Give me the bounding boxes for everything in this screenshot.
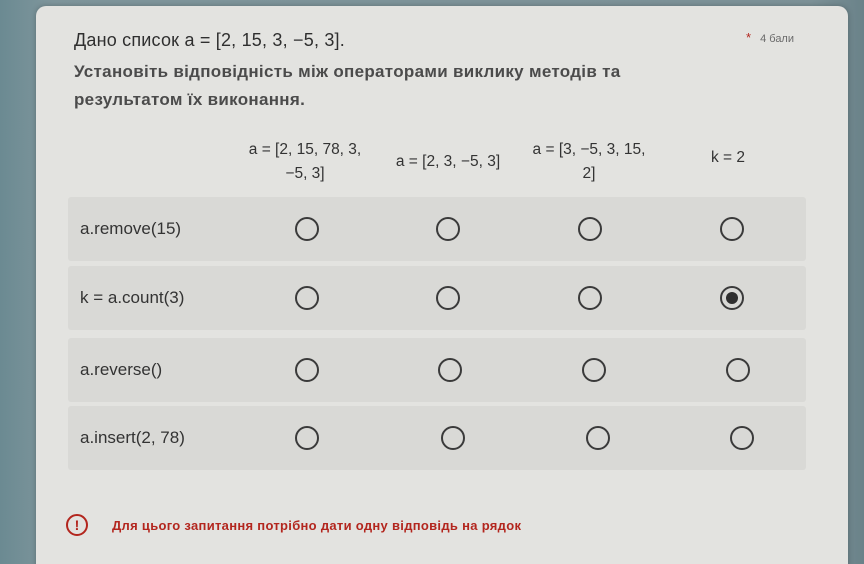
radio-row1-col1[interactable] <box>295 217 319 241</box>
row-label: a.insert(2, 78) <box>80 428 185 447</box>
column-header-1 <box>230 138 380 186</box>
points-indicator <box>746 30 794 45</box>
radio-row3-col4[interactable] <box>726 358 750 382</box>
row-label: k = a.count(3) <box>80 288 185 307</box>
grid-row-reverse <box>68 338 806 402</box>
column-header-4 <box>688 146 768 170</box>
radio-row4-col2[interactable] <box>441 426 465 450</box>
radio-row1-col3[interactable] <box>578 217 602 241</box>
row-label: a.reverse() <box>80 360 163 379</box>
column-header-3-line2: 2] <box>582 165 596 182</box>
radio-row2-col2[interactable] <box>436 286 460 310</box>
points-label: 4 бали <box>760 33 794 45</box>
alert-icon: ! <box>66 514 88 536</box>
radio-row4-col3[interactable] <box>586 426 610 450</box>
radio-row2-col4-selected[interactable] <box>720 286 744 310</box>
radio-row1-col2[interactable] <box>436 217 460 241</box>
question-description: Установіть відповідність між операторами виклику методів та результатом їх виконання. <box>74 62 621 109</box>
row-label: a.remove(15) <box>80 219 182 238</box>
column-header-4-line1: k = 2 <box>710 149 746 166</box>
column-header-1-line1: a = [2, 15, 78, 3, <box>248 141 362 158</box>
radio-row2-col3[interactable] <box>578 286 602 310</box>
radio-row1-col4[interactable] <box>720 217 744 241</box>
grid-row-count <box>68 266 806 330</box>
column-header-3 <box>514 138 664 186</box>
validation-message <box>66 514 521 536</box>
radio-row3-col3[interactable] <box>582 358 606 382</box>
column-header-2 <box>380 150 516 174</box>
validation-text: Для цього запитання потрібно дати одну відповідь на рядок <box>112 517 522 533</box>
column-header-3-line1: a = [3, −5, 3, 15, <box>532 141 646 158</box>
radio-row3-col2[interactable] <box>438 358 462 382</box>
radio-row2-col1[interactable] <box>295 286 319 310</box>
column-header-1-line2: −5, 3] <box>285 165 325 182</box>
grid-row-insert <box>68 406 806 470</box>
grid-row-remove <box>68 197 806 261</box>
column-header-2-line1: a = [2, 3, −5, 3] <box>395 153 501 170</box>
radio-row3-col1[interactable] <box>295 358 319 382</box>
question-title: Дано список a = [2, 15, 3, −5, 3]. <box>74 30 345 50</box>
required-star-icon: * <box>745 30 752 45</box>
radio-row4-col4[interactable] <box>730 426 754 450</box>
radio-row4-col1[interactable] <box>295 426 319 450</box>
